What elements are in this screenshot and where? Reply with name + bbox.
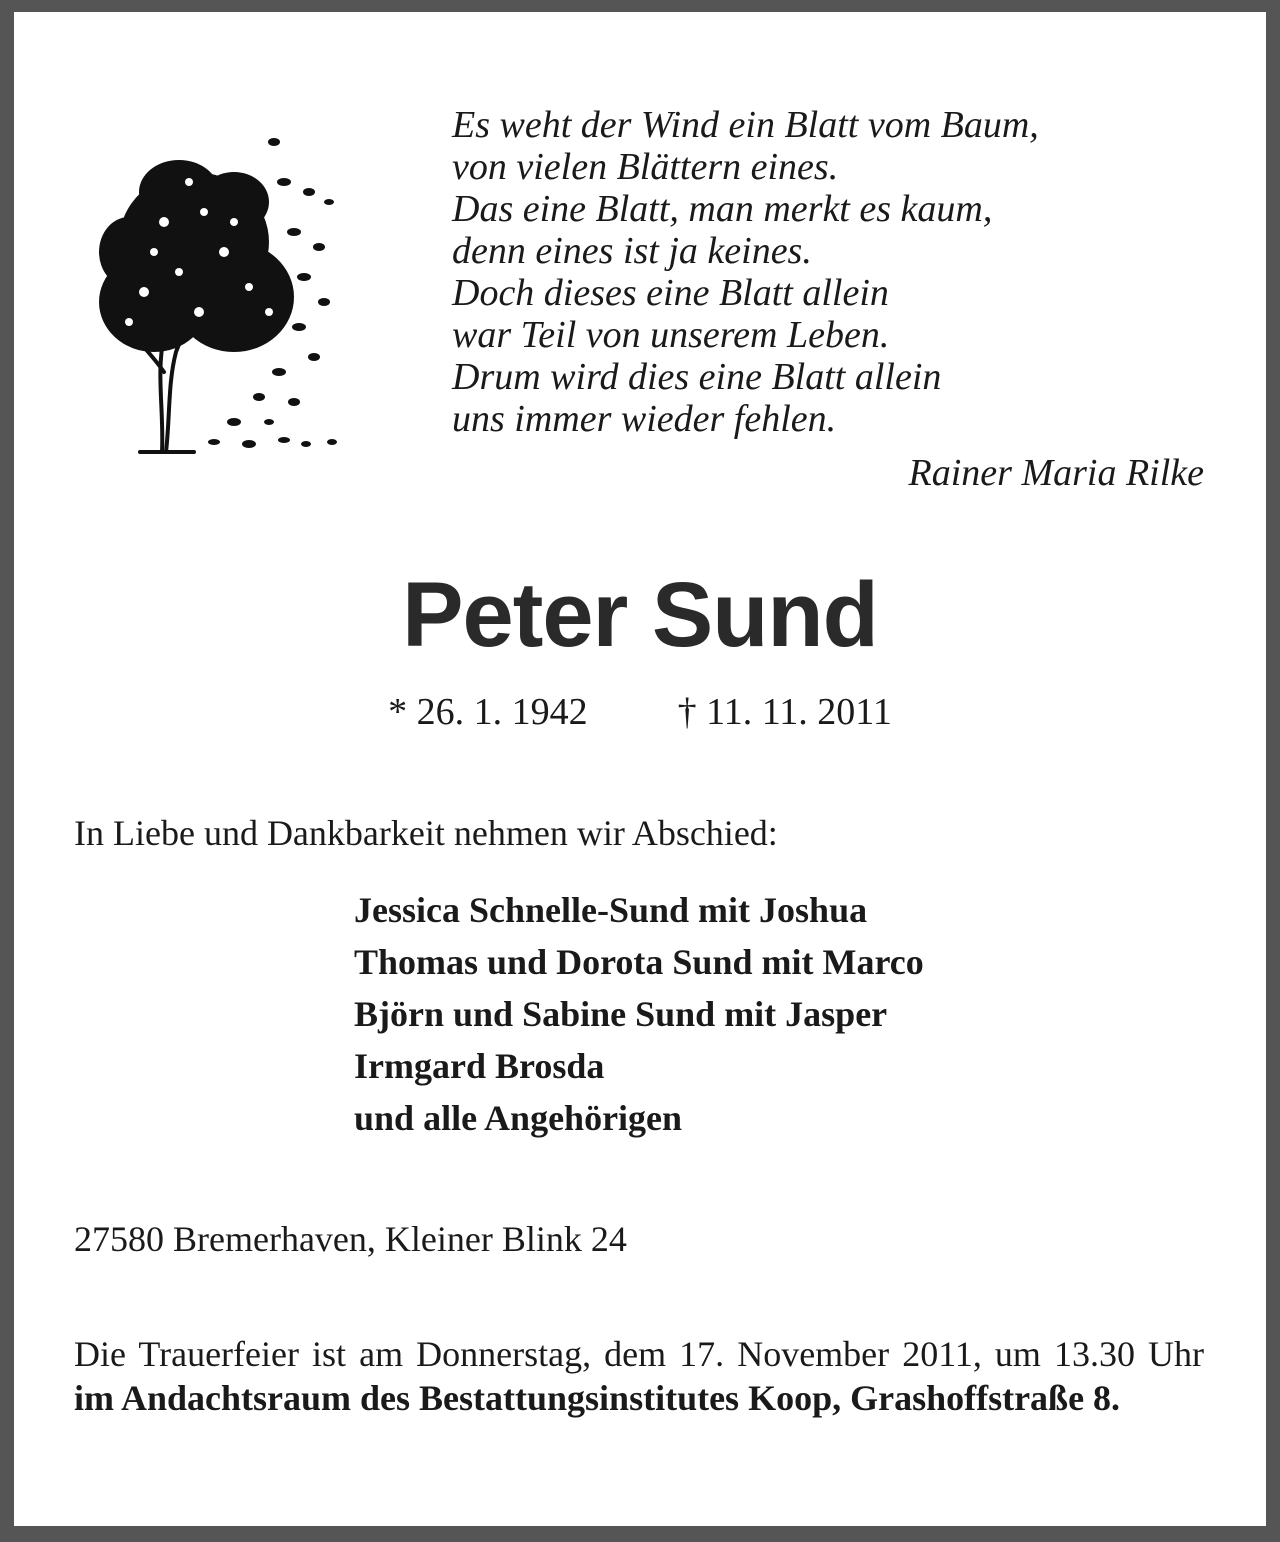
mourner-entry: Thomas und Dorota Sund mit Marco (354, 942, 924, 982)
family-address: 27580 Bremerhaven, Kleiner Blink 24 (74, 1219, 627, 1259)
poem-line: uns immer wieder fehlen. (452, 398, 837, 440)
service-location: im Andachtsraum des Bestattungsinstitutes Koop, Grashoffstraße 8. (74, 1378, 1121, 1418)
mourner-entry: Jessica Schnelle-Sund mit Joshua (354, 890, 868, 930)
poem-line: Das eine Blatt, man merkt es kaum, (452, 188, 993, 230)
mourner-entry: Irmgard Brosda (354, 1046, 605, 1086)
poem-line: war Teil von unserem Leben. (452, 314, 890, 356)
poem (452, 104, 1232, 496)
mourner-entry: Björn und Sabine Sund mit Jasper (354, 994, 888, 1034)
mourner-entry: und alle Angehörigen (354, 1098, 683, 1138)
poem-line: von vielen Blättern eines. (452, 146, 839, 188)
poem-author: Rainer Maria Rilke (908, 452, 1204, 494)
farewell-intro: In Liebe und Dankbarkeit nehmen wir Abschied: (74, 813, 778, 853)
service-text: Die Trauerfeier ist am Donnerstag, dem 17. November 2011, um 13.30 Uhr (74, 1334, 1204, 1374)
deceased-name: Peter Sund (402, 564, 878, 666)
obituary-card (14, 12, 1266, 1526)
poem-line: Doch dieses eine Blatt allein (452, 272, 889, 314)
birth-date: * 26. 1. 1942 (388, 691, 588, 733)
mourners-list (354, 884, 924, 1144)
windblown-tree-icon (84, 122, 344, 467)
death-date: † 11. 11. 2011 (677, 691, 892, 733)
poem-line: Drum wird dies eine Blatt allein (452, 356, 942, 398)
life-dates (14, 690, 1266, 734)
poem-line: denn eines ist ja keines. (452, 230, 812, 272)
poem-line: Es weht der Wind ein Blatt vom Baum, (452, 104, 1039, 146)
funeral-service-notice (74, 1332, 1204, 1420)
